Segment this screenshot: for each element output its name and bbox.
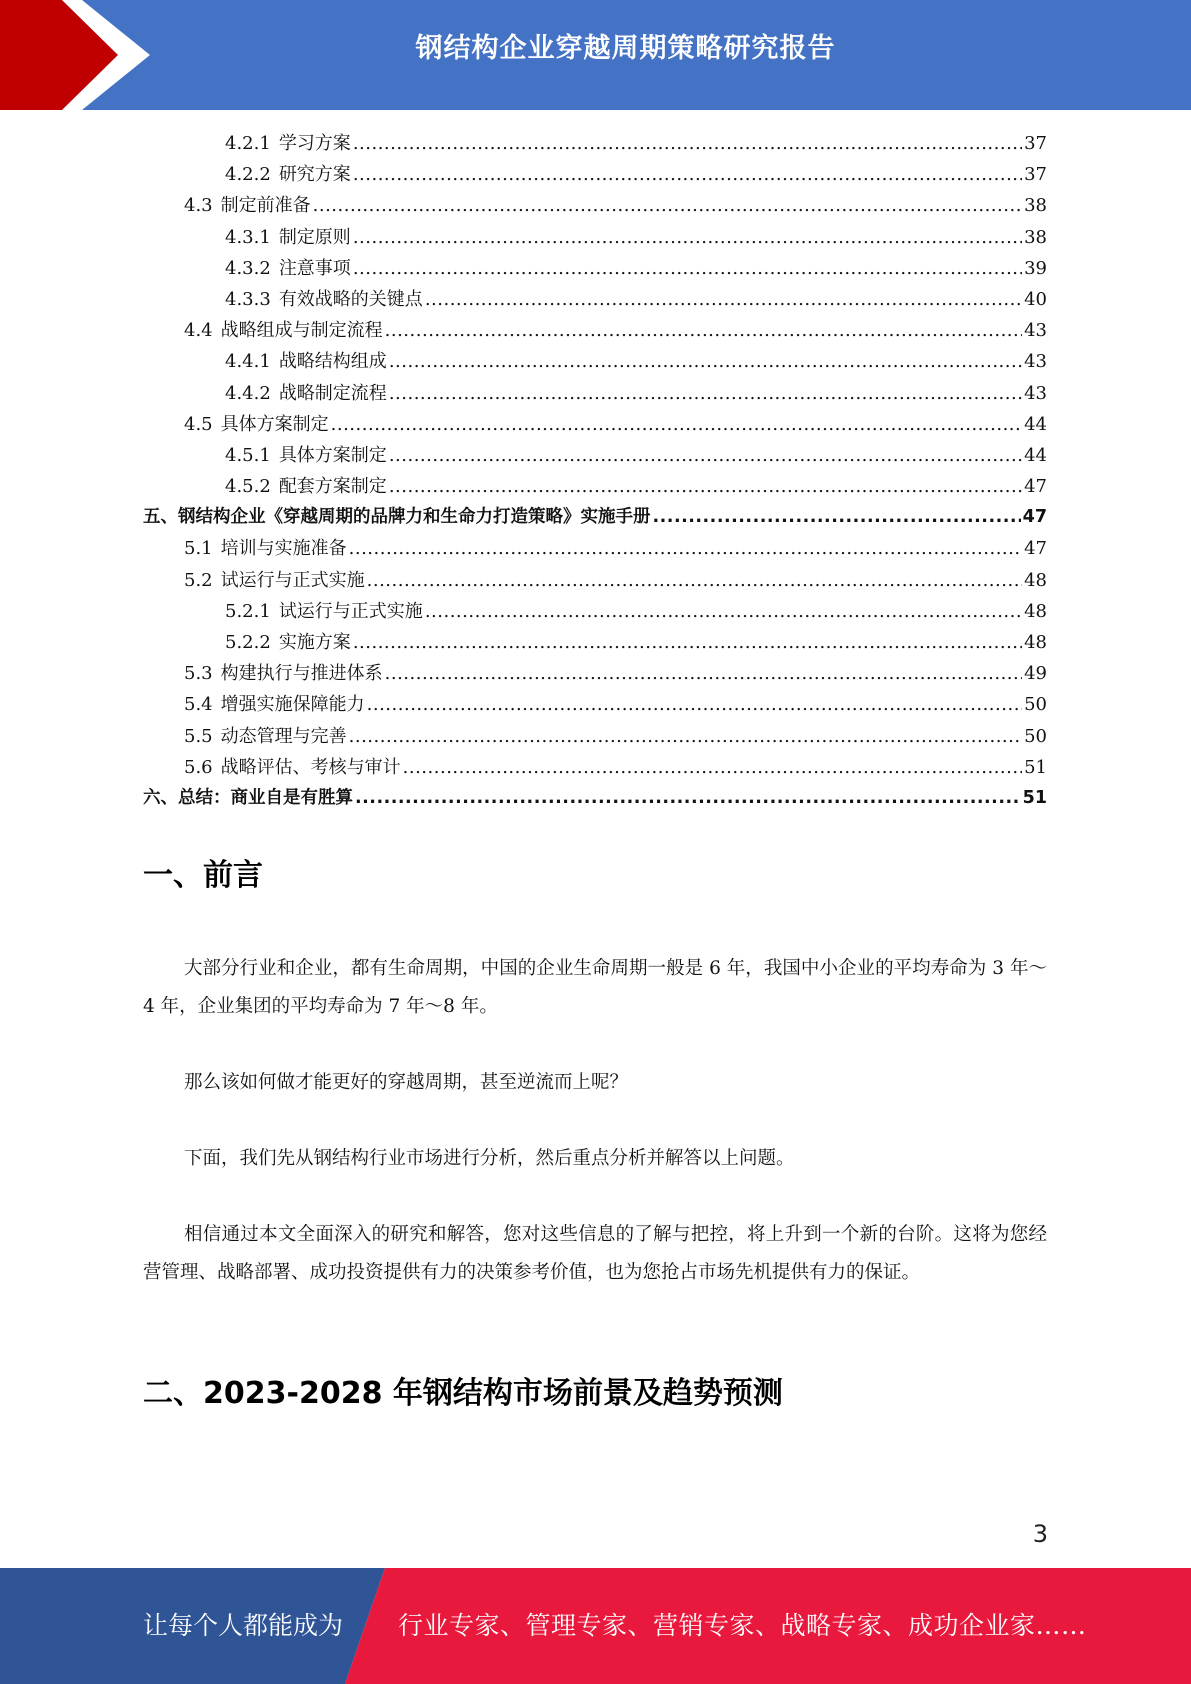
toc-entry[interactable]	[143, 440, 1047, 471]
page-footer	[0, 1568, 1191, 1684]
toc-entry-page: 38	[1024, 195, 1047, 217]
paragraph: 大部分行业和企业，都有生命周期，中国的企业生命周期一般是 6 年，我国中小企业的平均寿命为 3 年～4 年，企业集团的平均寿命为 7 年～8 年。	[143, 958, 1047, 1017]
toc-entry-number: 4.3	[184, 195, 213, 217]
toc-dot-leader	[331, 409, 1022, 440]
toc-entry-number: 4.5.2	[225, 476, 271, 498]
toc-entry-title: 研究方案	[278, 164, 351, 186]
toc-dot-leader	[653, 502, 1021, 533]
toc-entry-page: 50	[1024, 694, 1047, 716]
toc-entry-page: 37	[1024, 164, 1047, 186]
toc-entry-page: 40	[1024, 288, 1047, 310]
paragraph: 下面，我们先从钢结构行业市场进行分析，然后重点分析并解答以上问题。	[184, 1148, 795, 1169]
toc-entry-page: 50	[1024, 725, 1047, 747]
toc-dot-leader	[353, 159, 1022, 190]
toc-entry-page: 44	[1024, 413, 1047, 435]
footer-slogan-right: 行业专家、管理专家、营销专家、战略专家、成功企业家……	[398, 1611, 1087, 1640]
toc-entry-number: 4.4	[184, 320, 213, 342]
toc-entry-number: 4.5.1	[225, 444, 271, 466]
toc-entry-page: 47	[1022, 507, 1047, 528]
toc-entry-title: 配套方案制定	[278, 476, 387, 498]
toc-entry[interactable]	[143, 752, 1047, 783]
toc-dot-leader	[367, 565, 1022, 596]
toc-dot-leader	[389, 346, 1022, 377]
paragraph: 相信通过本文全面深入的研究和解答，您对这些信息的了解与把控，将上升到一个新的台阶。这将为您经营管理、战略部署、成功投资提供有力的决策参考价值，也为您抢占市场先机提供有力的保证。	[143, 1224, 1047, 1283]
toc-entry-page: 48	[1024, 632, 1047, 653]
toc-entry[interactable]	[143, 159, 1047, 190]
toc-entry-number: 4.3.3	[225, 288, 271, 310]
toc-entry[interactable]	[143, 190, 1047, 221]
toc-entry-title: 战略制定流程	[278, 382, 387, 404]
toc-entry-title: 学习方案	[278, 133, 351, 154]
toc-entry-page: 39	[1024, 257, 1047, 279]
toc-entry[interactable]	[143, 533, 1047, 564]
toc-entry[interactable]	[143, 689, 1047, 720]
toc-entry[interactable]	[143, 253, 1047, 284]
toc-entry-title: 试运行与正式实施	[278, 600, 423, 622]
toc-entry-page: 47	[1024, 538, 1047, 560]
toc-entry-title: 增强实施保障能力	[220, 694, 365, 716]
toc-dot-leader	[367, 689, 1022, 720]
toc-dot-leader	[425, 596, 1022, 627]
section-heading-market-forecast: 二、2023-2028 年钢结构市场前景及趋势预测	[143, 1376, 783, 1411]
toc-entry-number: 5.2.2	[225, 632, 271, 653]
toc-entry[interactable]	[143, 128, 1047, 159]
toc-entry-page: 43	[1024, 320, 1047, 342]
toc-entry-title: 实施方案	[278, 632, 351, 653]
toc-entry-title: 制定前准备	[220, 195, 311, 217]
toc-dot-leader	[385, 658, 1022, 689]
toc-entry-number: 5.3	[184, 663, 213, 685]
toc-entry[interactable]	[143, 783, 1047, 814]
toc-dot-leader	[353, 128, 1022, 159]
section-heading-preface: 一、前言	[143, 858, 263, 893]
toc-entry[interactable]	[143, 721, 1047, 752]
toc-entry-number: 4.2.1	[225, 133, 271, 154]
toc-entry-page: 48	[1024, 569, 1047, 591]
toc-dot-leader	[349, 533, 1022, 564]
toc-entry-title: 构建执行与推进体系	[220, 663, 383, 685]
toc-entry-page: 43	[1024, 382, 1047, 404]
toc-entry-page: 51	[1024, 756, 1047, 778]
toc-entry[interactable]	[143, 284, 1047, 315]
toc-entry-page: 49	[1024, 663, 1047, 685]
toc-dot-leader	[389, 471, 1022, 502]
toc-entry-number: 5.6	[184, 756, 213, 778]
toc-entry-number: 4.5	[184, 413, 213, 435]
toc-dot-leader	[425, 284, 1022, 315]
toc-entry-number: 4.4.1	[225, 351, 271, 373]
toc-entry-number: 4.3.1	[225, 226, 271, 248]
toc-dot-leader	[355, 783, 1021, 814]
report-title: 钢结构企业穿越周期策略研究报告	[415, 33, 836, 64]
toc-entry[interactable]	[143, 346, 1047, 377]
toc-entry[interactable]	[143, 471, 1047, 502]
toc-entry-title: 具体方案制定	[278, 444, 387, 466]
toc-entry-page: 47	[1024, 476, 1047, 498]
toc-entry[interactable]	[143, 222, 1047, 253]
toc-entry-page: 37	[1024, 133, 1047, 154]
toc-entry-number: 5.1	[184, 538, 213, 560]
toc-entry-page: 43	[1024, 351, 1047, 373]
toc-entry-page: 38	[1024, 226, 1047, 248]
toc-dot-leader	[349, 721, 1022, 752]
toc-entry-number: 五、	[143, 507, 178, 528]
toc-dot-leader	[313, 190, 1022, 221]
toc-entry[interactable]	[143, 378, 1047, 409]
toc-entry-number: 5.4	[184, 694, 213, 716]
toc-entry-number: 5.5	[184, 725, 213, 747]
table-of-contents	[143, 128, 1047, 814]
toc-dot-leader	[403, 752, 1022, 783]
toc-dot-leader	[353, 222, 1022, 253]
toc-entry-number: 六、	[143, 787, 178, 808]
toc-entry[interactable]	[143, 627, 1047, 658]
toc-entry-title: 战略结构组成	[278, 351, 387, 373]
toc-entry-number: 4.4.2	[225, 382, 271, 404]
toc-dot-leader	[389, 378, 1022, 409]
toc-entry-page: 51	[1022, 787, 1047, 808]
toc-entry-title: 注意事项	[278, 257, 351, 279]
toc-entry-title: 动态管理与完善	[220, 725, 347, 747]
toc-entry-title: 有效战略的关键点	[278, 288, 423, 310]
toc-entry-title: 试运行与正式实施	[220, 569, 365, 591]
footer-slogan-left: 让每个人都能成为	[143, 1611, 344, 1640]
toc-entry-number: 5.2	[184, 569, 213, 591]
page-header	[0, 0, 1191, 110]
toc-entry[interactable]	[143, 502, 1047, 533]
toc-dot-leader	[385, 315, 1022, 346]
toc-entry-page: 48	[1024, 600, 1047, 622]
toc-entry-title: 制定原则	[278, 226, 351, 248]
page-number: 3	[1032, 1520, 1048, 1548]
toc-entry-title: 总结：商业自是有胜算	[178, 787, 353, 808]
toc-entry-number: 5.2.1	[225, 600, 271, 622]
toc-entry[interactable]	[143, 409, 1047, 440]
toc-entry-title: 具体方案制定	[220, 413, 329, 435]
toc-entry-number: 4.3.2	[225, 257, 271, 279]
toc-entry[interactable]	[143, 315, 1047, 346]
toc-dot-leader	[389, 440, 1022, 471]
toc-entry[interactable]	[143, 596, 1047, 627]
toc-entry-title: 钢结构企业《穿越周期的品牌力和生命力打造策略》实施手册	[178, 507, 651, 528]
toc-entry-title: 培训与实施准备	[220, 538, 347, 560]
toc-entry[interactable]	[143, 658, 1047, 689]
toc-dot-leader	[353, 627, 1022, 658]
toc-entry-number: 4.2.2	[225, 164, 271, 186]
toc-entry-page: 44	[1024, 444, 1047, 466]
toc-entry[interactable]	[143, 565, 1047, 596]
toc-entry-title: 战略组成与制定流程	[220, 320, 383, 342]
toc-entry-title: 战略评估、考核与审计	[220, 756, 401, 778]
paragraph: 那么该如何做才能更好的穿越周期，甚至逆流而上呢？	[184, 1072, 629, 1093]
toc-dot-leader	[353, 253, 1022, 284]
